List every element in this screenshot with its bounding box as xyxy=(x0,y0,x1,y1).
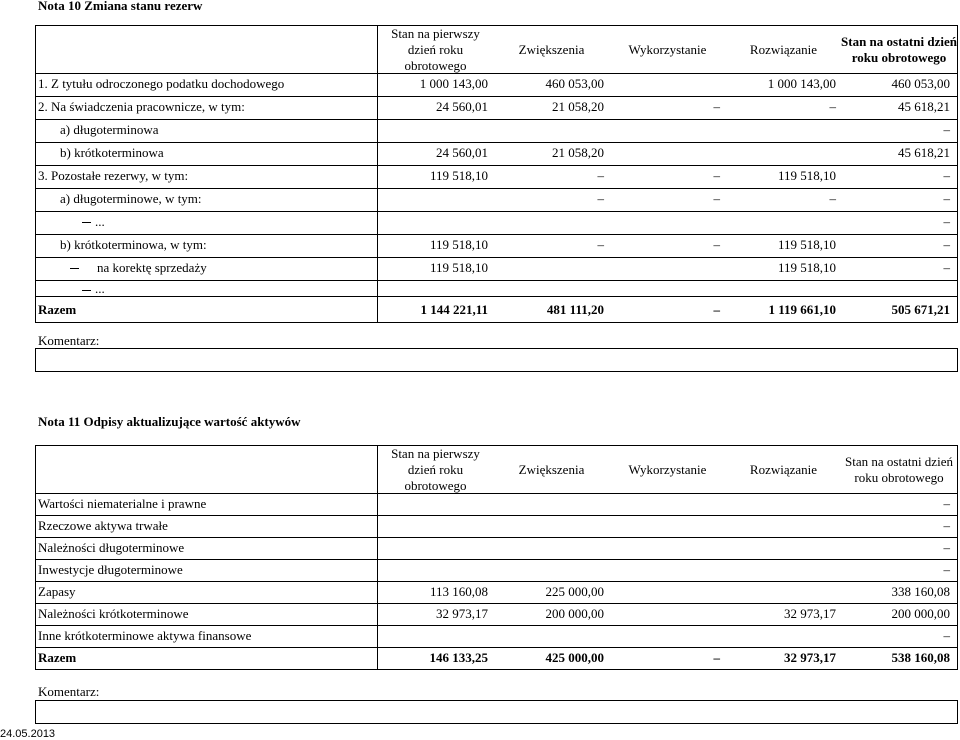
table-cell: – xyxy=(943,237,950,252)
table-cell: 21 058,20 xyxy=(552,99,604,114)
table-cell: – xyxy=(829,99,836,114)
table-cell: 45 618,21 xyxy=(898,99,950,114)
table-cell: 119 518,10 xyxy=(429,237,488,252)
row-divider xyxy=(35,559,958,560)
table-row-label: b) krótkoterminowa, w tym: xyxy=(60,237,207,252)
table-cell: – xyxy=(943,191,950,206)
table-cell: 1 000 143,00 xyxy=(767,76,836,91)
row-divider xyxy=(35,625,958,626)
table-cell: 32 973,17 xyxy=(784,650,836,665)
nota10-header-release: Rozwiązanie xyxy=(749,42,818,57)
table-cell: – xyxy=(943,168,950,183)
row-divider xyxy=(35,581,958,582)
nota10-bottom-border xyxy=(35,322,958,323)
table-cell: – xyxy=(713,168,720,183)
table-cell: 32 973,17 xyxy=(436,606,488,621)
table-cell: – xyxy=(943,628,950,643)
table-row-label: Inwestycje długoterminowe xyxy=(38,562,183,577)
row-divider xyxy=(35,515,958,516)
table-row-label: 1. Z tytułu odroczonego podatku dochodowego xyxy=(38,76,285,91)
row-divider xyxy=(35,647,958,648)
footer-date: 24.05.2013 xyxy=(0,728,56,740)
row-divider xyxy=(35,257,958,258)
table-cell: 200 000,00 xyxy=(545,606,604,621)
nota10-comment-label: Komentarz: xyxy=(38,333,100,348)
table-cell: 505 671,21 xyxy=(891,302,950,317)
row-divider xyxy=(35,537,958,538)
row-divider xyxy=(35,119,958,120)
table-cell: 146 133,25 xyxy=(429,650,488,665)
col-divider xyxy=(957,25,958,323)
dash-mark xyxy=(82,290,91,291)
table-cell: 460 053,00 xyxy=(545,76,604,91)
table-cell: 538 160,08 xyxy=(891,650,950,665)
table-cell: – xyxy=(943,518,950,533)
table-cell: 119 518,10 xyxy=(429,260,488,275)
nota11-bottom-border xyxy=(35,669,958,670)
row-divider xyxy=(35,188,958,189)
table-cell: 200 000,00 xyxy=(891,606,950,621)
table-cell: 32 973,17 xyxy=(784,606,836,621)
table-cell: – xyxy=(713,302,720,317)
nota11-header-release: Rozwiązanie xyxy=(749,462,818,477)
table-row-label: Należności krótkoterminowe xyxy=(38,606,189,621)
nota11-top-border xyxy=(35,445,958,446)
row-divider xyxy=(35,211,958,212)
row-divider xyxy=(35,603,958,604)
nota11-header-increases: Zwiększenia xyxy=(518,462,585,477)
table-row-label: Inne krótkoterminowe aktywa finansowe xyxy=(38,628,252,643)
nota11-header-bottom xyxy=(35,493,958,494)
row-divider xyxy=(35,234,958,235)
row-divider xyxy=(35,296,958,297)
nota11-comment-label: Komentarz: xyxy=(38,684,100,699)
row-divider xyxy=(35,280,958,281)
table-cell: 119 518,10 xyxy=(777,260,836,275)
row-divider xyxy=(35,142,958,143)
table-row-label: Rzeczowe aktywa trwałe xyxy=(38,518,168,533)
nota11-comment-box[interactable] xyxy=(35,700,958,724)
table-row-label: 2. Na świadczenia pracownicze, w tym: xyxy=(38,99,245,114)
table-cell: – xyxy=(943,496,950,511)
table-row-label: Zapasy xyxy=(38,584,76,599)
dash-mark xyxy=(82,222,91,223)
table-row-label: ... xyxy=(95,281,105,296)
table-cell: 21 058,20 xyxy=(552,145,604,160)
table-cell: – xyxy=(829,191,836,206)
table-cell: – xyxy=(713,191,720,206)
nota11-header-usage: Wykorzystanie xyxy=(628,462,707,477)
table-cell: – xyxy=(597,168,604,183)
table-row-label: ... xyxy=(95,214,105,229)
table-row-label: Należności długoterminowe xyxy=(38,540,185,555)
table-cell: 1 119 661,10 xyxy=(768,302,836,317)
table-cell: 481 111,20 xyxy=(546,302,604,317)
nota10-comment-box[interactable] xyxy=(35,348,958,372)
table-cell: – xyxy=(597,237,604,252)
table-cell: – xyxy=(713,650,720,665)
table-row-label: a) długoterminowe, w tym: xyxy=(60,191,202,206)
table-cell: 45 618,21 xyxy=(898,145,950,160)
table-row-label: na korektę sprzedaży xyxy=(97,260,207,275)
nota11-header-closing: Stan na ostatni dzień roku obrotowego xyxy=(845,454,953,485)
table-cell: – xyxy=(943,260,950,275)
table-cell: 119 518,10 xyxy=(777,237,836,252)
nota10-header-closing: Stan na ostatni dzień roku obrotowego xyxy=(841,34,957,65)
table-cell: 119 518,10 xyxy=(429,168,488,183)
row-divider xyxy=(35,165,958,166)
table-cell: – xyxy=(943,214,950,229)
nota10-title: Nota 10 Zmiana stanu rezerw xyxy=(38,0,203,13)
table-cell: 113 160,08 xyxy=(429,584,488,599)
table-row-label: 3. Pozostałe rezerwy, w tym: xyxy=(38,168,189,183)
table-cell: 119 518,10 xyxy=(777,168,836,183)
table-cell: – xyxy=(597,191,604,206)
table-row-label: Razem xyxy=(38,302,77,317)
nota10-top-border xyxy=(35,25,958,26)
nota10-header-opening: Stan na pierwszy dzień roku obrotowego xyxy=(391,26,480,73)
table-cell: 460 053,00 xyxy=(891,76,950,91)
dash-mark xyxy=(70,268,79,269)
row-divider xyxy=(35,96,958,97)
nota11-title: Nota 11 Odpisy aktualizujące wartość aktywów xyxy=(38,414,301,429)
table-cell: 1 000 143,00 xyxy=(419,76,488,91)
table-cell: – xyxy=(713,237,720,252)
table-row-label: a) długoterminowa xyxy=(60,122,159,137)
nota10-header-bottom xyxy=(35,73,958,74)
table-row-label: Razem xyxy=(38,650,77,665)
table-cell: 24 560,01 xyxy=(436,145,488,160)
table-cell: – xyxy=(943,540,950,555)
table-cell: 1 144 221,11 xyxy=(420,302,488,317)
nota10-header-usage: Wykorzystanie xyxy=(628,42,707,57)
table-cell: – xyxy=(943,562,950,577)
table-cell: 225 000,00 xyxy=(545,584,604,599)
nota10-header-increases: Zwiększenia xyxy=(518,42,585,57)
table-cell: 425 000,00 xyxy=(545,650,604,665)
nota11-header-opening: Stan na pierwszy dzień roku obrotowego xyxy=(391,446,480,493)
col-divider xyxy=(35,25,36,323)
table-row-label: b) krótkoterminowa xyxy=(60,145,164,160)
table-row-label: Wartości niematerialne i prawne xyxy=(38,496,207,511)
col-divider xyxy=(35,445,36,670)
table-cell: 24 560,01 xyxy=(436,99,488,114)
table-cell: – xyxy=(943,122,950,137)
table-cell: 338 160,08 xyxy=(891,584,950,599)
table-cell: – xyxy=(713,99,720,114)
